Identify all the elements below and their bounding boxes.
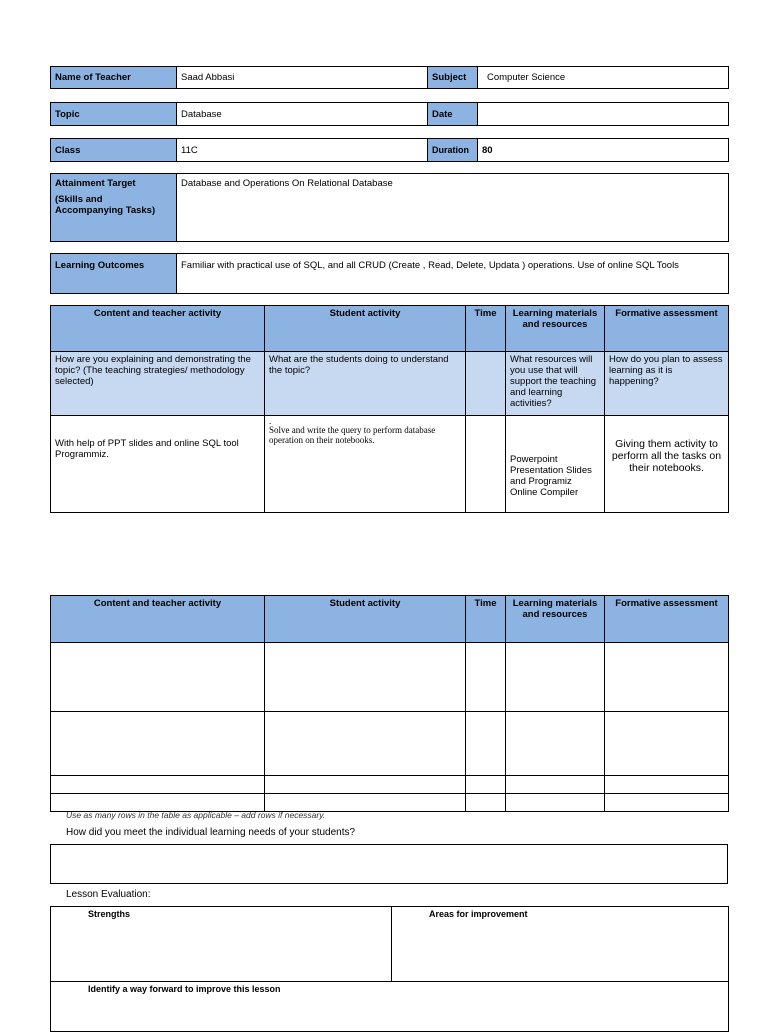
prompt-materials: What resources will you use that will support the teaching and learning activities? (506, 352, 605, 416)
empty-cell[interactable] (466, 643, 506, 712)
learning-needs-question: How did you meet the individual learning needs of your students? (66, 827, 356, 838)
empty-cell[interactable] (51, 776, 265, 794)
row-student-text: Solve and write the query to perform database operation on their notebooks. (269, 425, 436, 445)
improvement-label: Areas for improvement (429, 909, 528, 919)
empty-cell[interactable] (605, 643, 729, 712)
empty-cell[interactable] (466, 712, 506, 776)
col-header-student: Student activity (265, 596, 466, 643)
row-student-dot: . (269, 416, 272, 426)
row-materials: Powerpoint Presentation Slides and Programiz Online Compiler (506, 416, 605, 513)
way-forward-cell[interactable] (51, 982, 729, 1032)
lesson-evaluation-title: Lesson Evaluation: (66, 889, 151, 900)
empty-cell[interactable] (265, 712, 466, 776)
prompt-student: What are the students doing to understand the topic? (265, 352, 466, 416)
col-header-content: Content and teacher activity (51, 306, 265, 352)
teacher-value: Saad Abbasi (177, 67, 428, 89)
table-row (51, 643, 729, 712)
table-row (51, 776, 729, 794)
strengths-label: Strengths (88, 909, 131, 919)
topic-row (50, 102, 729, 126)
row-content: With help of PPT slides and online SQL tool Programmiz. (51, 416, 265, 513)
prompt-row (51, 352, 729, 416)
col-header-materials: Learning materials and resources (506, 596, 605, 643)
way-forward-label: Identify a way forward to improve this lesson (88, 984, 281, 994)
subject-label: Subject (428, 67, 478, 89)
empty-cell[interactable] (51, 712, 265, 776)
prompt-assessment: How do you plan to assess learning as it is happening? (605, 352, 729, 416)
prompt-content: How are you explaining and demonstrating the topic? (The teaching strategies/ methodology selected) (51, 352, 265, 416)
empty-cell[interactable] (506, 794, 605, 812)
class-row (50, 138, 729, 162)
second-header-row (51, 596, 729, 643)
col-header-materials: Learning materials and resources (506, 306, 605, 352)
date-value (478, 103, 729, 126)
attainment-value: Database and Operations On Relational Database (177, 174, 729, 242)
attainment-label-subtitle: (Skills and Accompanying Tasks) (55, 194, 156, 216)
table-row (51, 712, 729, 776)
row-student (265, 416, 466, 513)
date-label: Date (428, 103, 478, 126)
empty-cell[interactable] (506, 643, 605, 712)
empty-cell[interactable] (605, 776, 729, 794)
subject-value: Computer Science (478, 67, 729, 89)
activity-table (50, 305, 729, 513)
col-header-assessment: Formative assessment (605, 596, 729, 643)
row-assessment: Giving them activity to perform all the tasks on their notebooks. (605, 416, 729, 513)
empty-cell[interactable] (466, 776, 506, 794)
empty-cell[interactable] (466, 794, 506, 812)
empty-cell[interactable] (51, 643, 265, 712)
row-time (466, 416, 506, 513)
duration-value: 80 (478, 139, 729, 162)
prompt-time (466, 352, 506, 416)
col-header-assessment: Formative assessment (605, 306, 729, 352)
empty-cell[interactable] (506, 776, 605, 794)
col-header-student: Student activity (265, 306, 466, 352)
col-header-content: Content and teacher activity (51, 596, 265, 643)
col-header-time: Time (466, 596, 506, 643)
empty-cell[interactable] (51, 794, 265, 812)
col-header-time: Time (466, 306, 506, 352)
empty-cell[interactable] (265, 643, 466, 712)
attainment-label-title: Attainment Target (55, 178, 136, 189)
table-row (51, 416, 729, 513)
strengths-cell[interactable] (51, 907, 392, 982)
empty-cell[interactable] (506, 712, 605, 776)
teacher-row (50, 66, 729, 89)
topic-value: Database (177, 103, 428, 126)
empty-cell[interactable] (605, 712, 729, 776)
teacher-label: Name of Teacher (51, 67, 177, 89)
table-row (51, 794, 729, 812)
duration-label: Duration (428, 139, 478, 162)
second-activity-table (50, 595, 729, 812)
class-label: Class (51, 139, 177, 162)
rows-note: Use as many rows in the table as applicable – add rows if necessary. (66, 810, 326, 820)
class-value: 11C (177, 139, 428, 162)
outcomes-value: Familiar with practical use of SQL, and all CRUD (Create , Read, Delete, Updata ) operations. Use of online SQL Tools (177, 254, 729, 294)
outcomes-row (50, 253, 729, 294)
topic-label: Topic (51, 103, 177, 126)
attainment-label (51, 174, 177, 242)
improvement-cell[interactable] (392, 907, 729, 982)
activity-header-row (51, 306, 729, 352)
evaluation-table (50, 906, 729, 1032)
empty-cell[interactable] (605, 794, 729, 812)
learning-needs-answer-box[interactable] (50, 844, 728, 884)
outcomes-label: Learning Outcomes (51, 254, 177, 294)
empty-cell[interactable] (265, 776, 466, 794)
attainment-row (50, 173, 729, 242)
empty-cell[interactable] (265, 794, 466, 812)
